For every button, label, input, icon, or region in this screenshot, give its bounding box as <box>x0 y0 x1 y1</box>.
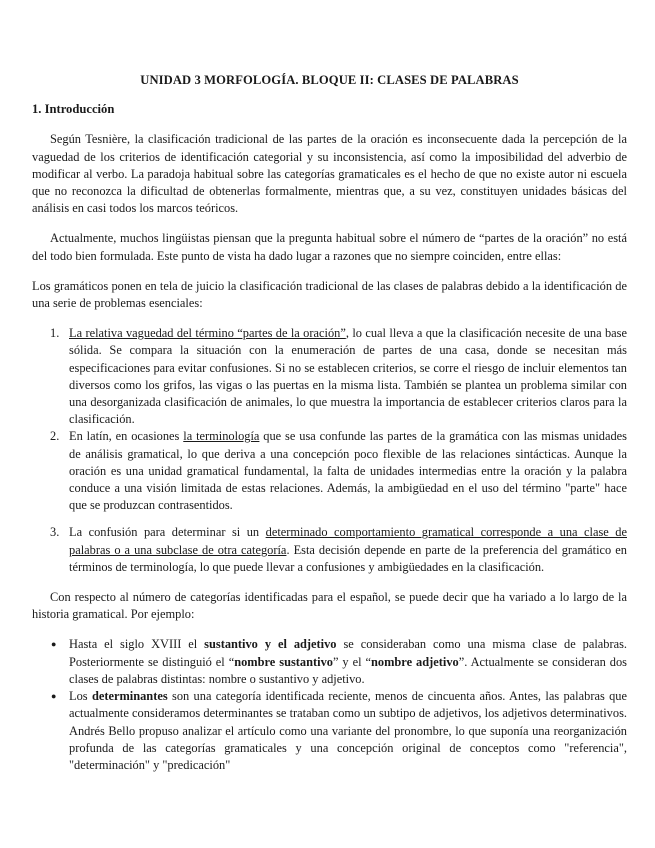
examples-list <box>32 636 627 774</box>
list-number: 3. <box>50 525 60 540</box>
list-item-text: ” y el “ <box>332 654 371 669</box>
paragraph-problemas: Los gramáticos ponen en tela de juicio la clasificación tradicional de las clases de palabras debido a la identificación de una serie de problemas esenciales: <box>32 278 627 311</box>
section-heading: 1. Introducción <box>32 102 115 117</box>
intro-paragraph: Según Tesnière, la clasificación tradicional de las partes de la oración es inconsecuente dada la percepción de la vaguedad de los criterios de identificación categorial y su inconsistencia, así como la imposibilidad del adverbio de modificar al verbo. La paradoja habitual sobre las categorías gramaticales es el hecho de que no existe autor ni escuela que no reconozca la dificultad de obtenerlas formalmente, mientras que, a su vez, constituyen unidades básicas del análisis en casi todos los marcos teóricos. <box>32 132 627 216</box>
list-item-text: son una categoría identificada reciente, menos de cincuenta años. Antes, las palabras que actualmente consideramos determinantes se trataban como un subtipo de adjetivos, los adjetivos determinativos. Andrés Bello propuso analizar el artículo como una variante del pronombre, lo que suponía una reorganización profunda de las categorías gramaticales y una concepción original de conceptos como "referencia", "determinación" y "predicación" <box>69 689 627 772</box>
bullet-icon: ● <box>51 691 57 702</box>
list-item-text: La confusión para determinar si un <box>69 525 266 540</box>
list-item <box>32 325 627 428</box>
bold-term: sustantivo y el adjetivo <box>204 637 337 652</box>
underlined-text: la terminología <box>183 429 260 444</box>
list-item-text: , lo cual lleva a que la clasificación necesite de una base sólida. Se compara la situación con la enumeración de partes de una casa, donde se necesitan más especificaciones para evitar confusiones. Si no se establecen criterios, se corre el riesgo de incluir elementos tan diversos como los grifos, las vigas o las puertas en la misma lista. También se plantea un problema similar con una desorganizada clasificación de animales, lo que muestra la importancia de establecer criterios claros para la clasificación. <box>69 326 627 427</box>
list-item <box>32 524 627 576</box>
bold-term: nombre sustantivo <box>234 654 333 669</box>
list-item-text: Hasta el siglo XVIII el <box>69 637 205 652</box>
bullet-icon: ● <box>51 639 57 650</box>
list-item <box>32 636 627 688</box>
page-title: UNIDAD 3 MORFOLOGÍA. BLOQUE II: CLASES DE PALABRAS <box>140 73 519 87</box>
list-item-text: . Esta decisión depende en parte de la preferencia del gramático en términos de terminología, lo que puede llevar a confusiones y ambigüedades en la clasificación. <box>69 542 627 574</box>
list-item-text: ”. Actualmente se consideran dos clases de palabras distintas: nombre o sustantivo y adjetivo. <box>69 654 627 686</box>
paragraph-categorias: Con respecto al número de categorías identificadas para el español, se puede decir que ha variado a lo largo de la historia gramatical. Por ejemplo: <box>32 590 627 622</box>
list-number: 2. <box>50 429 60 444</box>
underlined-text: La relativa vaguedad del término “partes de la oración” <box>69 326 346 341</box>
list-item-text: se consideraban como una misma clase de palabras. Posteriormente se distinguió el “ <box>69 637 628 669</box>
underlined-text: determinado comportamiento gramatical corresponde a una clase de palabras o a una subclase de otra categoría <box>69 525 627 557</box>
bold-term: nombre adjetivo <box>371 654 459 669</box>
list-number: 1. <box>50 326 60 341</box>
problems-list <box>32 325 627 576</box>
list-item-text: que se usa confunde las partes de la gramática con las mismas unidades de análisis gramatical, lo que deriva a una concepción poco flexible de las relaciones sintácticas. Aunque la oración es una unidad gramatical fundamental, la falta de unidades intermedias entre la oración y la palabra conduce a una visión limitada de estas relaciones. Además, la ambigüedad en el uso del término "parte" hace que se produzcan contrasentidos. <box>69 429 628 513</box>
list-item-text: En latín, en ocasiones <box>69 429 184 444</box>
list-item <box>32 688 627 774</box>
bold-term: determinantes <box>91 689 168 704</box>
paragraph-partes-oracion: Actualmente, muchos lingüistas piensan que la pregunta habitual sobre el número de “partes de la oración” no está del todo bien formulada. Este punto de vista ha dado lugar a razones que no siempre coinciden, entre ellas: <box>32 231 627 263</box>
list-item-text: Los <box>69 689 92 704</box>
list-item <box>32 428 627 514</box>
